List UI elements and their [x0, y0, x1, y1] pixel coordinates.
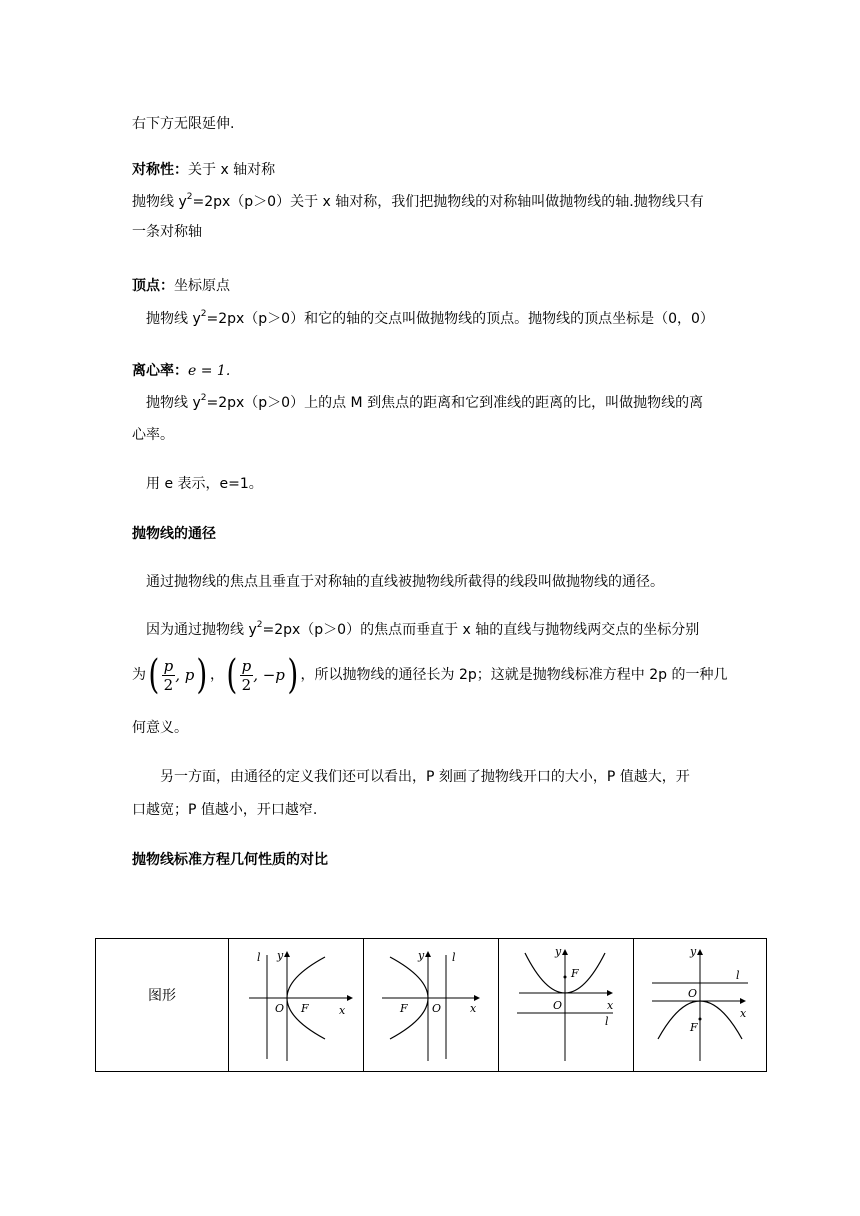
symmetry-heading: 对称性：: [132, 162, 188, 178]
graph-cell-2: [364, 939, 499, 1072]
origin-label: O: [553, 999, 563, 1012]
latus-p4: 何意义。: [132, 720, 188, 736]
vertex-heading: 顶点：: [132, 278, 174, 294]
parabola-right-graph: [229, 939, 363, 1067]
coord-1: ( $\frac{p}{2}$ , p ): [148, 652, 208, 698]
symmetry-heading-rest: 关于 x 轴对称: [188, 162, 276, 178]
x-label: x: [470, 1002, 477, 1015]
latus-sup: 2: [256, 620, 263, 630]
coord-2: ( $\frac{p}{2}$ , −p ): [226, 652, 299, 698]
vertex-heading-rest: 坐标原点: [174, 278, 230, 294]
origin-label: O: [275, 1002, 285, 1015]
eccentricity-body-b: =2px（p＞0）上的点 M 到焦点的距离和它到准线的距离的比，叫做抛物线的离: [206, 395, 704, 411]
fraction-2-num: p: [241, 656, 252, 675]
directrix-label: l: [605, 1015, 609, 1028]
comparison-heading: 抛物线标准方程几何性质的对比: [132, 852, 328, 868]
coord-2-rest: , −p: [253, 666, 285, 684]
latus-p2-a: 因为通过抛物线 y: [146, 622, 257, 638]
latus-p2-b: =2px（p＞0）的焦点而垂直于 x 轴的直线与抛物线两交点的坐标分别: [262, 622, 700, 638]
vertex-body-b: =2px（p＞0）和它的轴的交点叫做抛物线的顶点。抛物线的顶点坐标是（0，0）: [206, 311, 714, 327]
directrix-label: l: [257, 951, 261, 964]
x-label: x: [607, 999, 614, 1012]
symmetry-body-b: =2px（p＞0）关于 x 轴对称，我们把抛物线的对称轴叫做抛物线的轴.抛物线只有: [192, 194, 704, 210]
fraction-1-den: 2: [163, 675, 174, 694]
y-label: y: [690, 945, 697, 958]
vertex-sup: 2: [200, 309, 207, 319]
row-label-cell: [96, 939, 229, 1072]
graph-cell-4: [634, 939, 767, 1072]
coord-1-rest: , p: [175, 666, 195, 684]
parabola-down-graph: [634, 939, 766, 1067]
latus-p3-suffix: ，所以抛物线的通径长为 2p；这就是抛物线标准方程中 2p 的一种几: [300, 667, 728, 683]
symmetry-heading-line: [132, 160, 275, 180]
origin-label: O: [688, 987, 698, 1000]
eccentricity-body-d: 用 e 表示，e=1。: [146, 476, 263, 492]
eccentricity-body-c: 心率。: [132, 427, 174, 443]
eccentricity-heading: 离心率：: [132, 363, 188, 379]
vertex-body: [146, 309, 714, 329]
text-extend: 右下方无限延伸.: [132, 116, 235, 132]
symmetry-body-c: 一条对称轴: [132, 224, 202, 240]
symmetry-body-a: 抛物线 y: [132, 194, 187, 210]
vertex-body-a: 抛物线 y: [146, 311, 201, 327]
origin-label: O: [432, 1002, 442, 1015]
y-label: y: [277, 949, 284, 962]
symmetry-body: [132, 192, 704, 212]
eccentricity-heading-line: [132, 361, 230, 381]
latus-p3: [132, 653, 727, 697]
graph-cell-1: [229, 939, 364, 1072]
y-label: y: [555, 945, 562, 958]
latus-p5: 另一方面，由通径的定义我们还可以看出，P 刻画了抛物线开口的大小，P 值越大，开: [160, 769, 690, 785]
focus-label: F: [690, 1021, 698, 1034]
eccentricity-sup: 2: [200, 393, 207, 403]
vertex-heading-line: [132, 276, 230, 296]
parabola-left-graph: [364, 939, 498, 1067]
x-label: x: [339, 1004, 346, 1017]
fraction-1-num: p: [163, 656, 174, 675]
symmetry-sup: 2: [186, 192, 193, 202]
fraction-1: [162, 657, 176, 694]
latus-p3-prefix: 为: [132, 667, 146, 683]
x-label: x: [740, 1007, 747, 1020]
latus-p1: 通过抛物线的焦点且垂直于对称轴的直线被抛物线所截得的线段叫做抛物线的通径。: [146, 574, 664, 590]
latus-p6: 口越宽；P 值越小，开口越窄.: [132, 802, 318, 818]
row-label: 图形: [148, 988, 176, 1004]
focus-label: F: [400, 1002, 408, 1015]
latus-p2: [146, 620, 699, 640]
focus-label: F: [301, 1002, 309, 1015]
focus-label: F: [571, 967, 579, 980]
table-row: [96, 939, 767, 1072]
eccentricity-body: [146, 393, 703, 413]
y-label: y: [418, 949, 425, 962]
latus-heading: 抛物线的通径: [132, 526, 216, 542]
directrix-label: l: [736, 969, 740, 982]
parabola-up-graph: [499, 939, 633, 1067]
directrix-label: l: [452, 951, 456, 964]
graph-cell-3: [499, 939, 634, 1072]
fraction-2-den: 2: [241, 675, 252, 694]
comparison-table: [95, 938, 767, 1072]
fraction-2: [240, 657, 254, 694]
latus-comma: ，: [209, 667, 224, 683]
eccentricity-formula: e = 1.: [188, 363, 231, 379]
eccentricity-body-a: 抛物线 y: [146, 395, 201, 411]
